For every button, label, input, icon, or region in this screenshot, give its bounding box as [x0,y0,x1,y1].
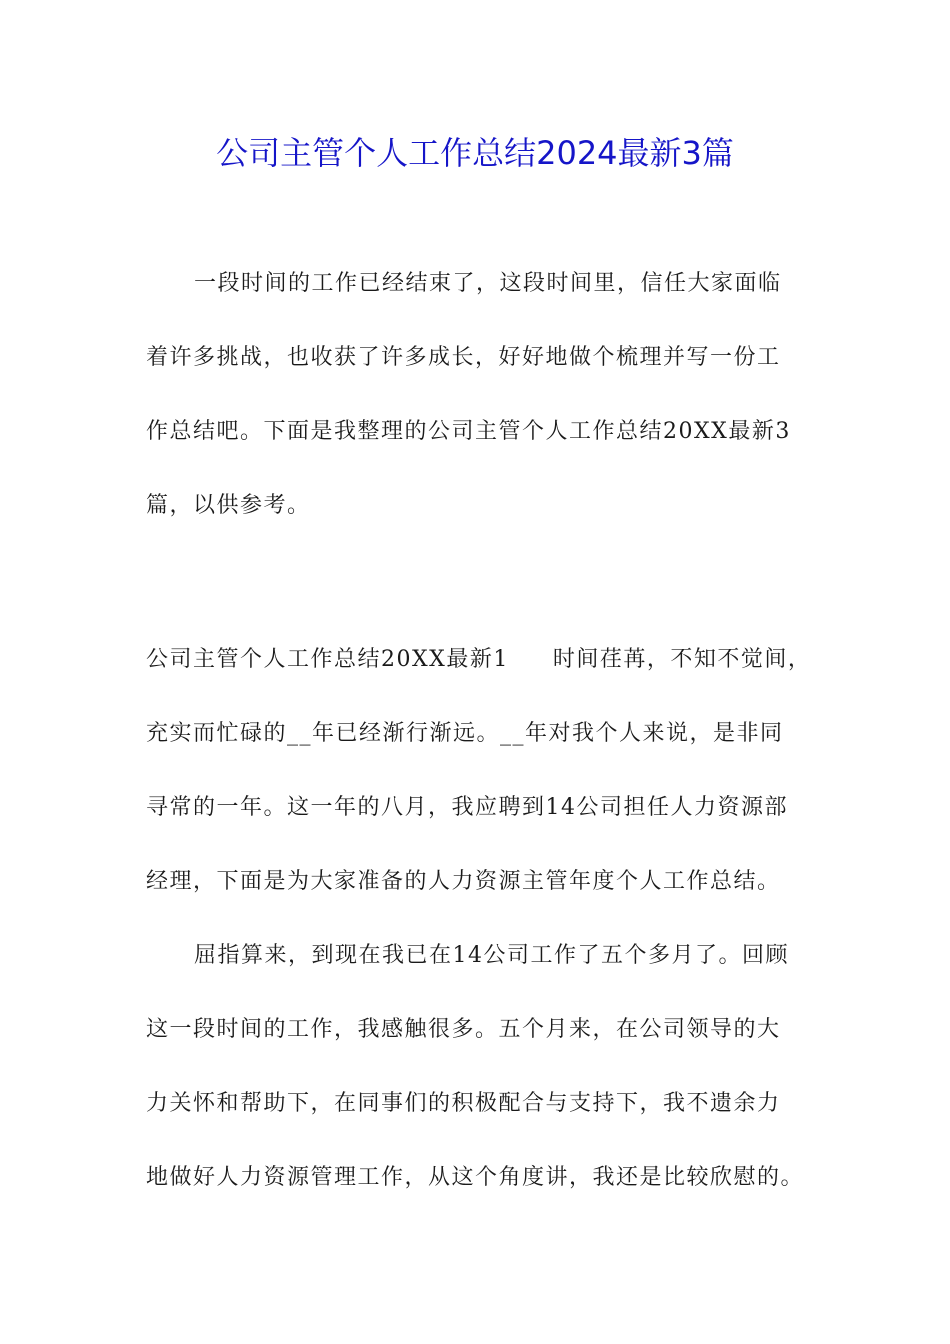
section1-line-4: 经理，下面是为大家准备的人力资源主管年度个人工作总结。 [146,869,781,894]
intro-line-1: 一段时间的工作已经结束了，这段时间里，信任大家面临 [194,271,782,296]
intro-line-2: 着许多挑战，也收获了许多成长，好好地做个梳理并写一份工 [146,345,781,370]
paragraph2-line-4: 地做好人力资源管理工作，从这个角度讲，我还是比较欣慰的。 [146,1165,805,1190]
section1-line-2: 充实而忙碌的__年已经渐行渐远。__年对我个人来说，是非同 [146,721,784,746]
document-title: 公司主管个人工作总结2024最新3篇 [216,134,734,172]
section1-first-line-text: 时间荏苒，不知不觉间， [552,647,812,672]
paragraph2-line-3: 力关怀和帮助下，在同事们的积极配合与支持下，我不遗余力 [146,1091,781,1116]
paragraph2-line-2: 这一段时间的工作，我感触很多。五个月来，在公司领导的大 [146,1017,781,1042]
section1-heading: 公司主管个人工作总结20XX最新1 [146,647,509,672]
intro-line-4: 篇，以供参考。 [146,493,311,518]
section1-line-3: 寻常的一年。这一年的八月，我应聘到14公司担任人力资源部 [146,795,788,820]
paragraph2-line-1: 屈指算来，到现在我已在14公司工作了五个多月了。回顾 [194,943,789,968]
section1-first-line [146,642,814,678]
intro-line-3: 作总结吧。下面是我整理的公司主管个人工作总结20XX最新3 [146,419,791,444]
